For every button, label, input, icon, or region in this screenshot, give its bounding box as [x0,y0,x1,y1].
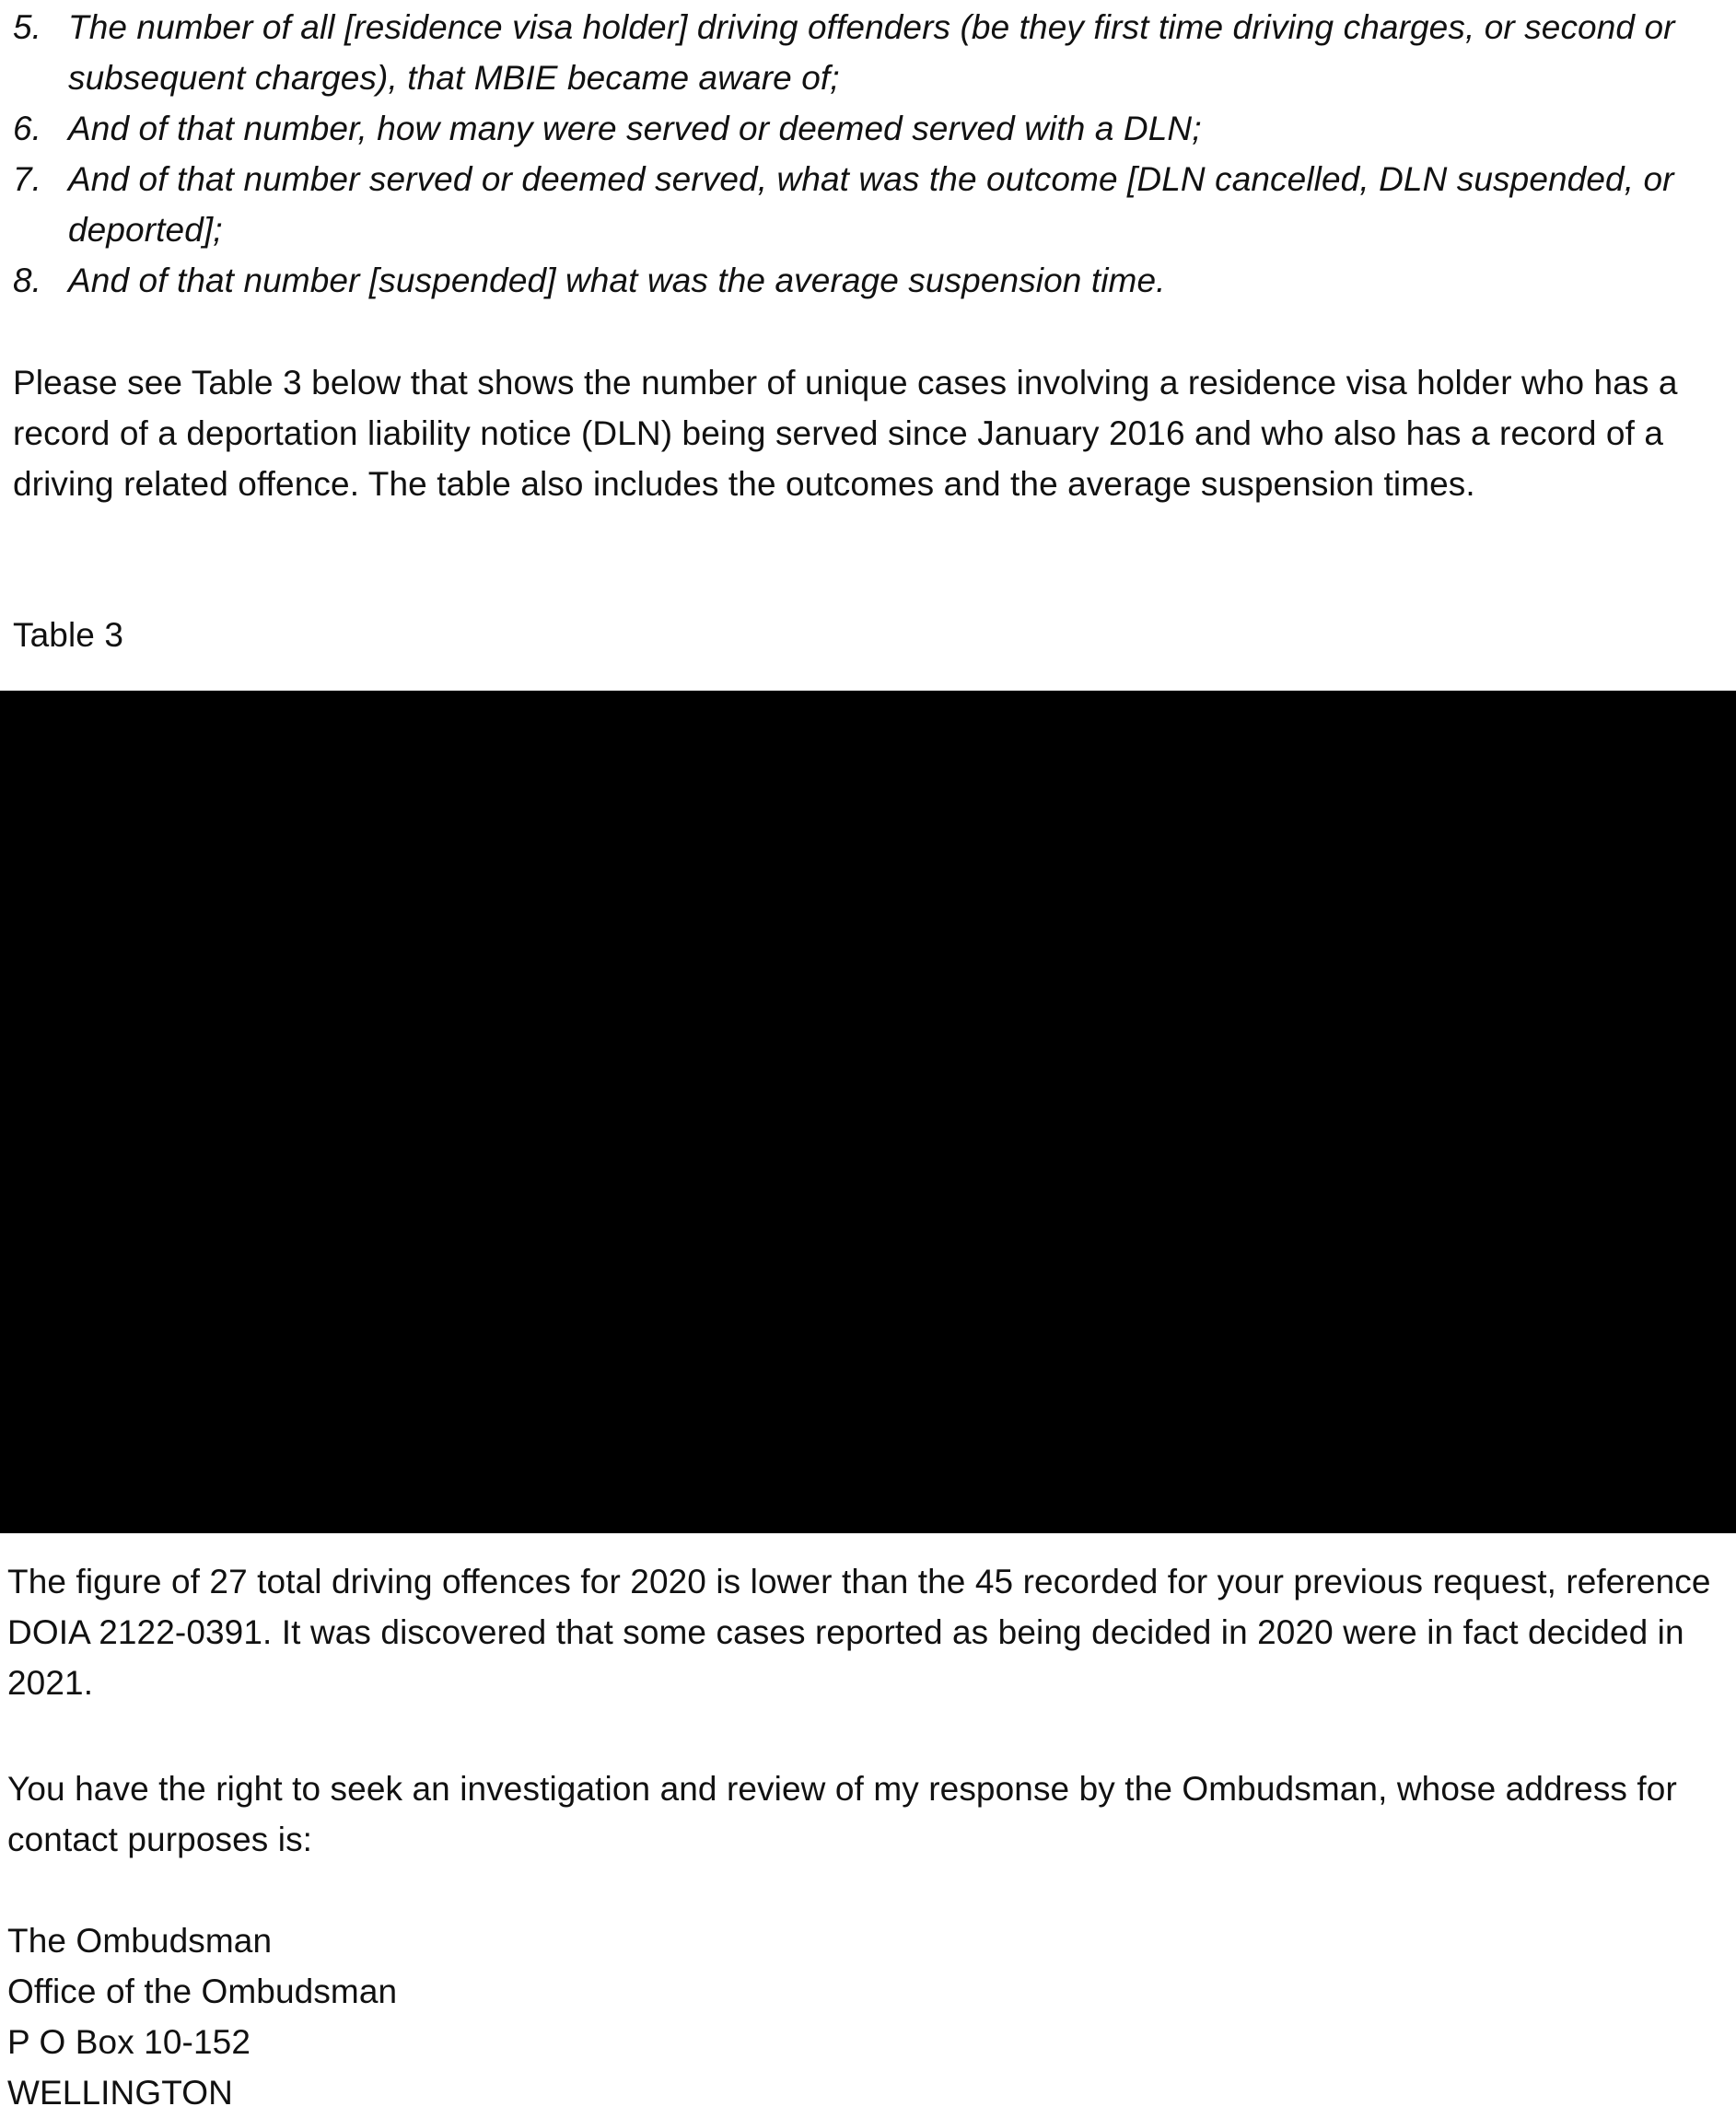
table-label: Table 3 [13,616,124,654]
question-number: 6. [13,110,42,147]
address-line-pobox: P O Box 10-152 [7,2023,250,2061]
question-number: 7. [13,160,42,198]
question-item-8 [13,255,1726,306]
question-text: And of that number [suspended] what was the average suspension time. [68,262,1166,299]
question-item-5 [13,2,1726,103]
question-list [13,2,1726,306]
ombudsman-address [7,1915,1720,2118]
intro-paragraph: Please see Table 3 below that shows the number of unique cases involving a residence visa holder who has a record of a deportation liability notice (DLN) being served since January 2016 and who also has a record of a driving related offence. The table also includes the outcomes and the average suspension times. [13,364,1678,503]
question-number: 8. [13,262,42,299]
address-line-city: WELLINGTON [7,2074,233,2112]
question-text: The number of all [residence visa holder] driving offenders (be they first time driving charges, or second or subsequent charges), that MBIE became aware of; [68,8,1675,97]
question-item-6 [13,103,1726,154]
figure-explanation-paragraph: The figure of 27 total driving offences for 2020 is lower than the 45 recorded for your previous request, reference DOIA 2122-0391. It was discovered that some cases reported as being decided in 2020 were in fact decided in 2021. [7,1563,1711,1702]
question-item-7 [13,154,1726,255]
ombudsman-paragraph: You have the right to seek an investigation and review of my response by the Ombudsman, whose address for contact purposes is: [7,1770,1677,1858]
address-line-name: The Ombudsman [7,1922,273,1960]
redacted-table-block [0,691,1736,1533]
question-text: And of that number served or deemed served, what was the outcome [DLN cancelled, DLN suspended, or deported]; [68,160,1674,249]
question-text: And of that number, how many were served or deemed served with a DLN; [68,110,1202,147]
address-line-office: Office of the Ombudsman [7,1973,398,2010]
question-number: 5. [13,8,42,46]
